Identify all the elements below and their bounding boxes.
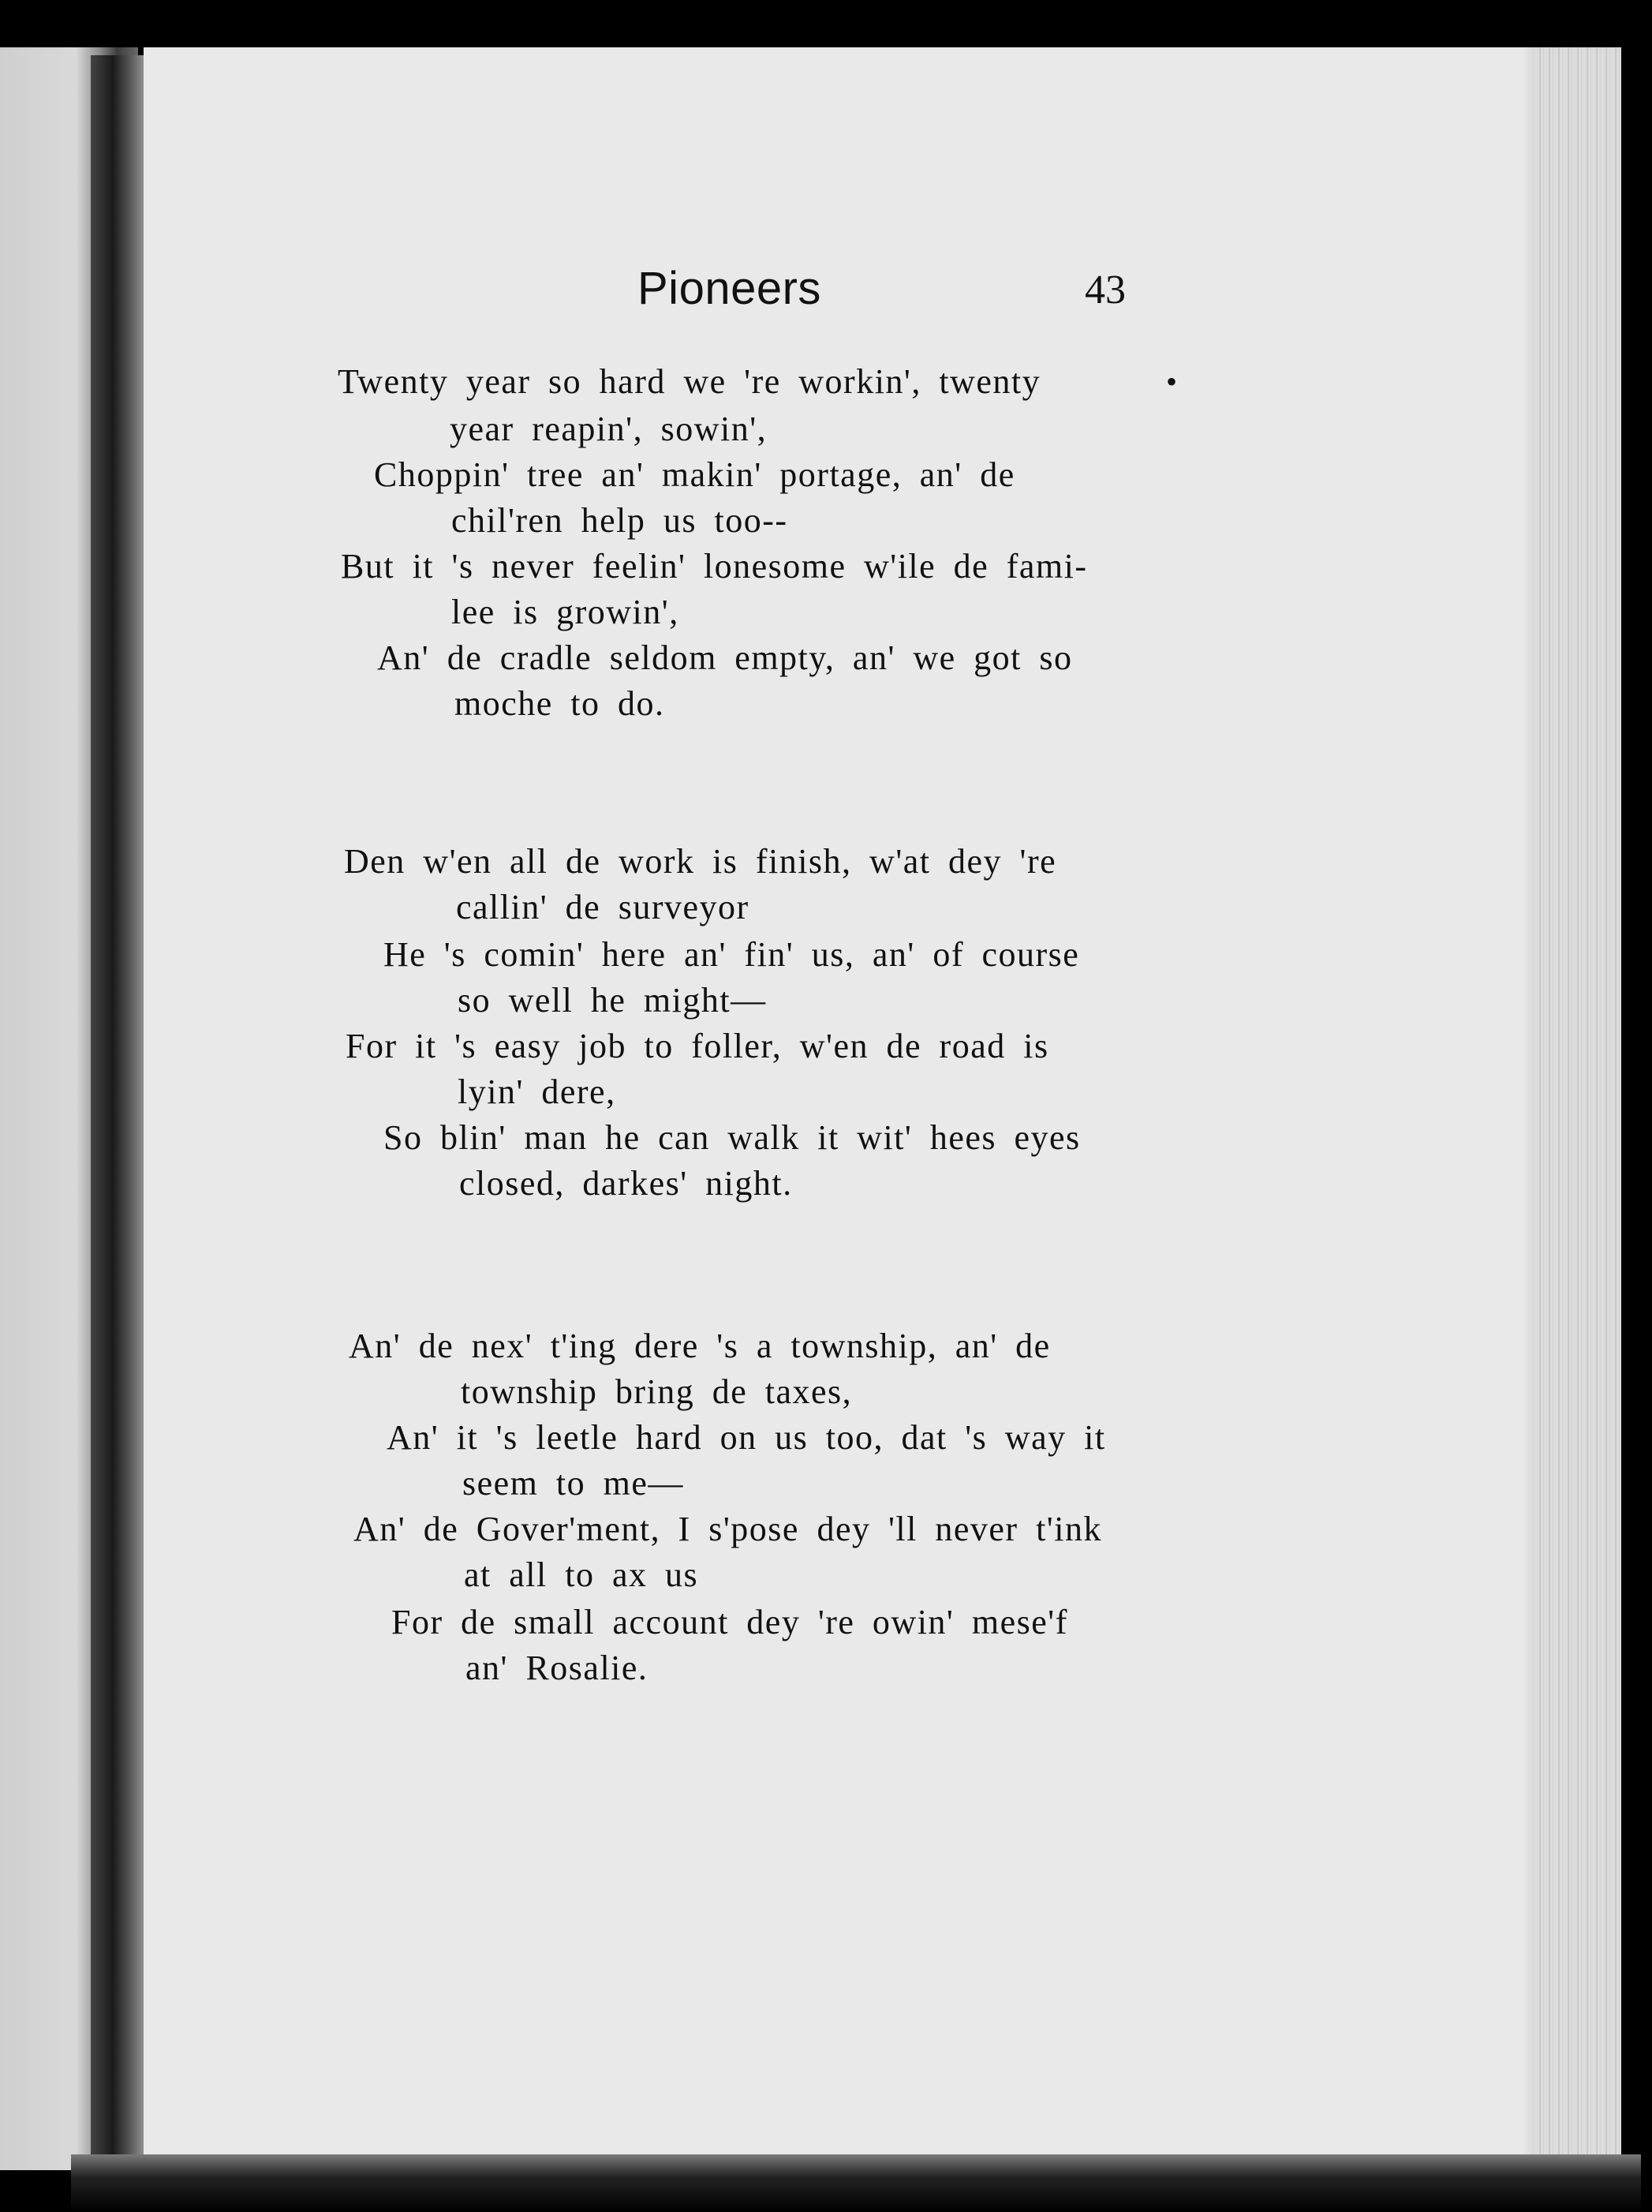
book-spine-shadow	[91, 55, 146, 2154]
poem-line: An' it 's leetle hard on us too, dat 's way it	[387, 1418, 1106, 1457]
poem-line: An' de nex' t'ing dere 's a township, an' de	[349, 1327, 1051, 1365]
poem-line: lyin' dere,	[458, 1072, 616, 1111]
running-head	[0, 262, 1652, 325]
poem-line: chil'ren help us too--	[451, 501, 788, 540]
poem-line: at all to ax us	[464, 1555, 699, 1594]
poem-line: For it 's easy job to foller, w'en de road is	[346, 1027, 1049, 1065]
poem-line: Den w'en all de work is finish, w'at dey 're	[344, 842, 1057, 881]
poem-line: an' Rosalie.	[465, 1649, 648, 1687]
poem-line: So blin' man he can walk it wit' hees eyes	[383, 1118, 1081, 1157]
poem-line: lee is growin',	[451, 593, 679, 631]
book-fore-edge	[1534, 47, 1621, 2178]
poem-line: callin' de surveyor	[456, 888, 749, 926]
book-bottom-edge	[71, 2154, 1641, 2212]
poem-line: But it 's never feelin' lonesome w'ile de fami-	[341, 547, 1088, 586]
poem-line: closed, darkes' night.	[459, 1164, 793, 1203]
poem-line: year reapin', sowin',	[450, 410, 768, 448]
page-number: 43	[1085, 268, 1126, 313]
poem-line: Choppin' tree an' makin' portage, an' de	[374, 455, 1015, 494]
poem-line: moche to do.	[454, 684, 665, 723]
page-title: Pioneers	[637, 263, 821, 314]
poem-line: Twenty year so hard we 're workin', twenty	[338, 362, 1041, 401]
poem-line: He 's comin' here an' fin' us, an' of course	[383, 935, 1080, 974]
stray-ink-dot: •	[1166, 364, 1178, 399]
poem-line: An' de cradle seldom empty, an' we got so	[377, 638, 1073, 677]
poem-line: An' de Gover'ment, I s'pose dey 'll never t'ink	[353, 1510, 1102, 1548]
poem-line: so well he might—	[458, 981, 767, 1020]
poem-line: For de small account dey 're owin' mese'f	[391, 1603, 1068, 1641]
poem-line: seem to me—	[462, 1464, 684, 1503]
poem-line: township bring de taxes,	[461, 1372, 853, 1411]
